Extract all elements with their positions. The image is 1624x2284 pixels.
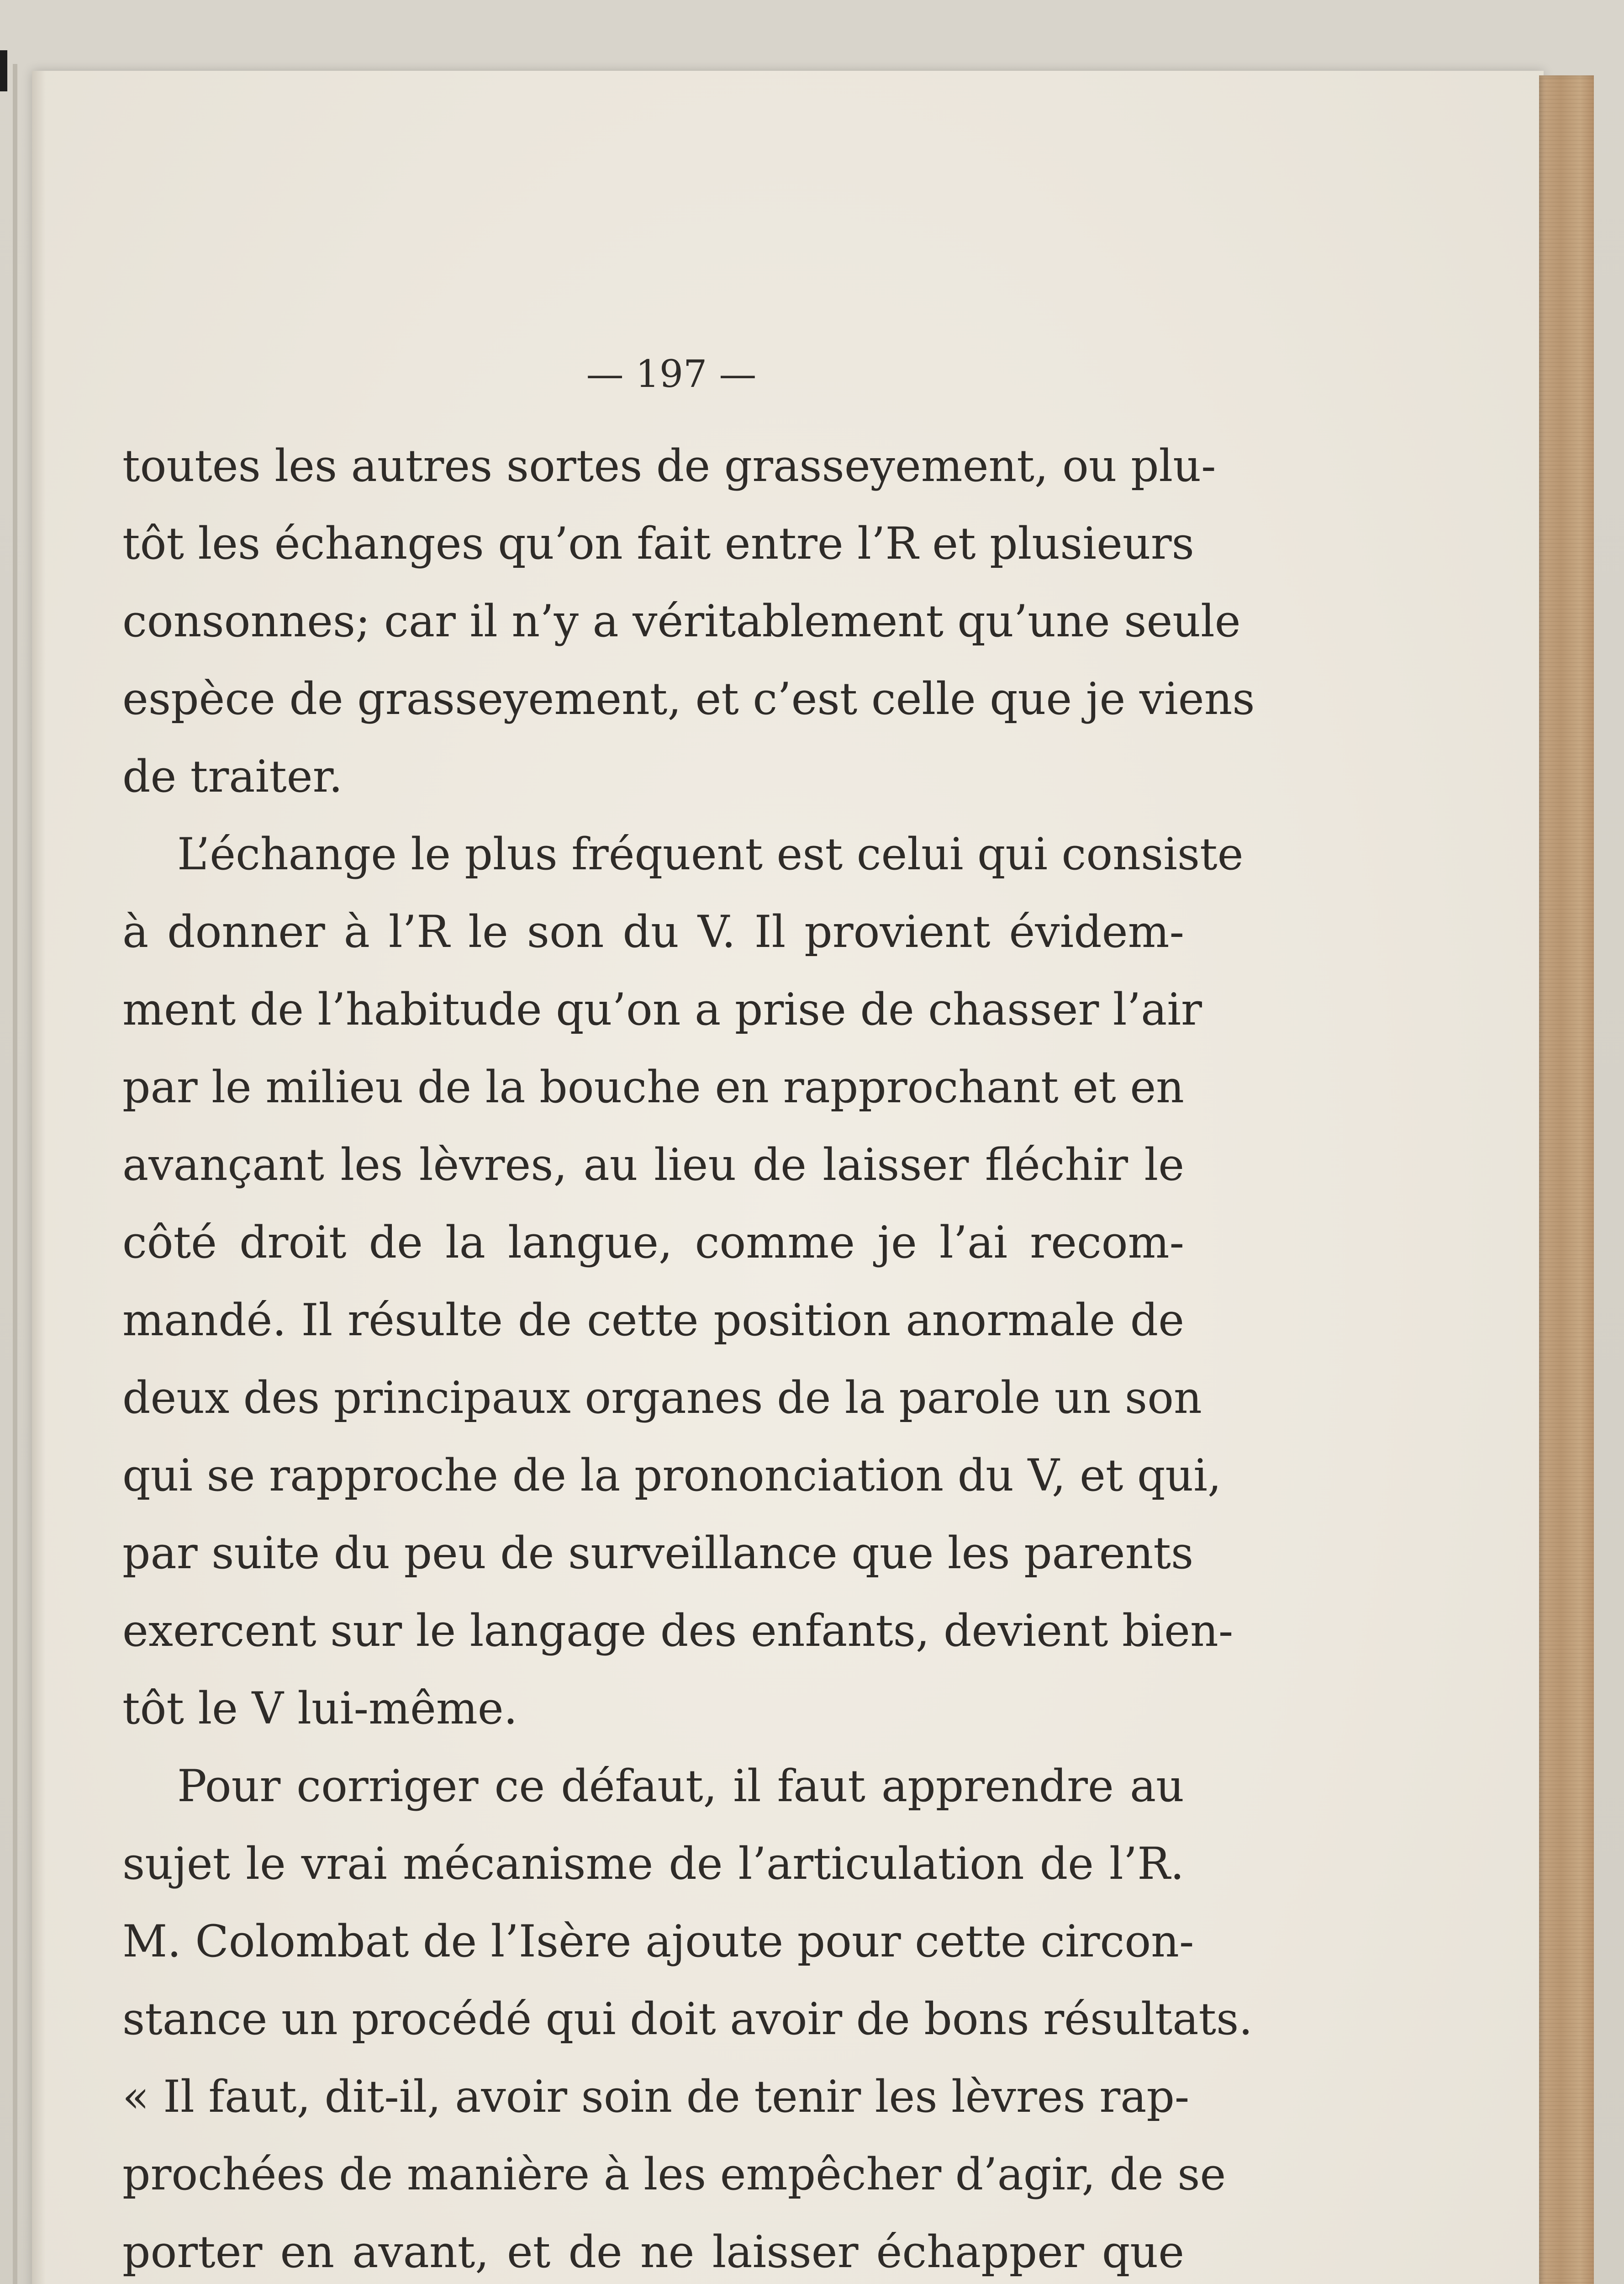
text-line: consonnes; car il n’y a véritablement qu’une seule (122, 596, 1241, 647)
text-line: exercent sur le langage des enfants, devient bien- (122, 1605, 1234, 1656)
text-line: avançant les lèvres, au lieu de laisser fléchir le (122, 1139, 1184, 1190)
text-line: stance un procédé qui doit avoir de bons résultats. (122, 1993, 1253, 2045)
text-line: « Il faut, dit-il, avoir soin de tenir les lèvres rap- (122, 2071, 1190, 2122)
page-number: — 197 — (586, 353, 757, 396)
text-line: ment de l’habitude qu’on a prise de chasser l’air (122, 984, 1202, 1035)
text-line: de traiter. (122, 751, 343, 802)
binding-mark-top (0, 50, 7, 91)
text-line: Pour corriger ce défaut, il faut apprendre au (177, 1761, 1184, 1812)
text-line: par le milieu de la bouche en rapprochant et en (122, 1062, 1184, 1113)
text-line: M. Colombat de l’Isère ajoute pour cette circon- (122, 1916, 1194, 1967)
text-line: à donner à l’R le son du V. Il provient évidem- (122, 906, 1184, 957)
paragraph-3 (122, 1747, 1253, 2284)
paragraph-2 (122, 815, 1244, 1747)
text-line: espèce de grasseyement, et c’est celle que je viens (122, 673, 1255, 724)
text-line: toutes les autres sortes de grasseyement, ou plu- (122, 440, 1216, 492)
binding-strip (13, 64, 17, 2284)
body-text (122, 427, 1255, 2284)
text-line: porter en avant, et de ne laisser échapper que (122, 2226, 1184, 2278)
text-line: tôt le V lui-même. (122, 1683, 518, 1734)
text-line: prochées de manière à les empêcher d’agir, de se (122, 2149, 1226, 2200)
text-line: mandé. Il résulte de cette position anormale de (122, 1295, 1184, 1346)
text-line: tôt les échanges qu’on fait entre l’R et plusieurs (122, 518, 1194, 569)
text-line: par suite du peu de surveillance que les parents (122, 1528, 1194, 1579)
paragraph-1 (122, 427, 1255, 815)
text-line: L’échange le plus fréquent est celui qui consiste (177, 829, 1244, 880)
page-gutter-shadow (32, 71, 46, 2284)
text-line: sujet le vrai mécanisme de l’articulation de l’R. (122, 1838, 1184, 1889)
text-line: côté droit de la langue, comme je l’ai recom- (122, 1217, 1184, 1268)
page-fore-edge (1539, 75, 1594, 2284)
text-line: deux des principaux organes de la parole un son (122, 1372, 1202, 1423)
text-line: qui se rapproche de la prononciation du V, et qui, (122, 1450, 1222, 1501)
